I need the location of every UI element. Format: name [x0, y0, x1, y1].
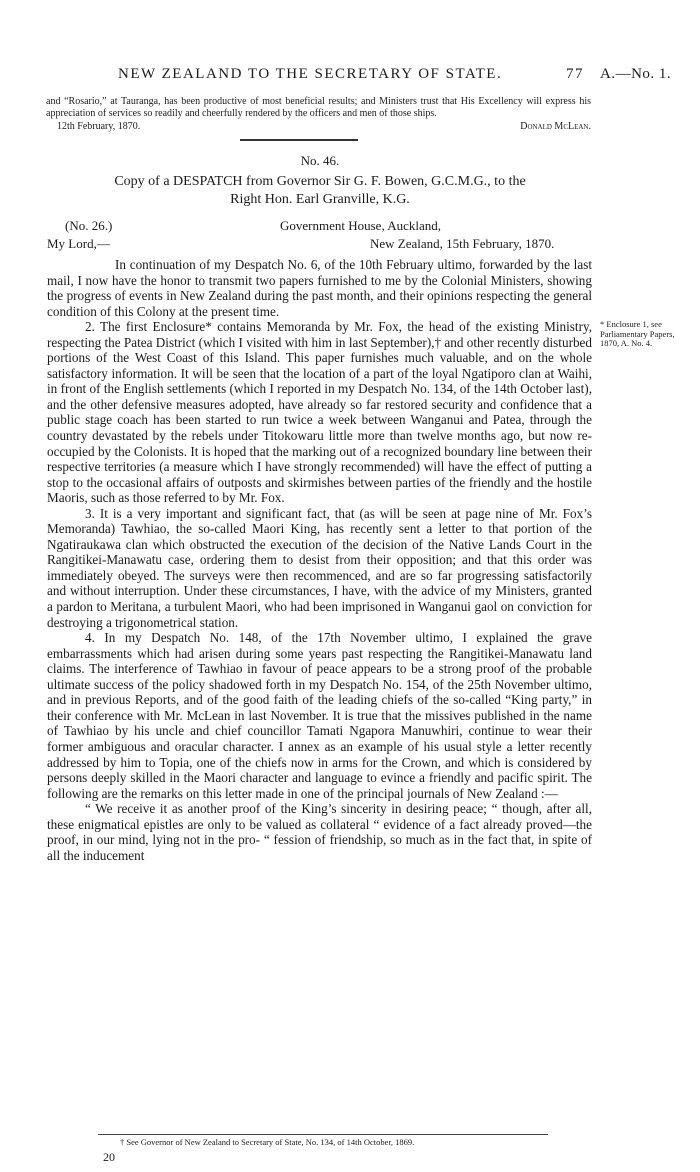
paragraph-4: 4. In my Despatch No. 148, of the 17th November ultimo, I explained the grave embarrassments which had arisen during some years past respecting the Rangitikei-Manawatu land claims. The interference of Tawhiao in favour of peace appears to be a strong proof of the probable ultimate success of the policy shadowed forth in my Despatch No. 154, of the 25th November ultimo, and in previous Reports, and of the good faith of the leading chiefs of the so-called “King party,” in their conference with Mr. McLean in last November. It is true that the missives published in the name of Tawhiao by his uncle and chief councillor Tamati Ngapora Manuwhiri, continue to wear their former ambiguous and oracular character. I annex as an example of his usual style a letter recently addressed by him to Topia, one of the chiefs now in arms for the Crown, and which is considered by persons deeply skilled in the Maori character and language to evince a friendly and pacific spirit. The following are the remarks on this letter made in one of the principal journals of New Zealand :— — [47, 630, 592, 801]
footnote: † See Governor of New Zealand to Secretary of State, No. 134, of 14th October, 1869. — [120, 1137, 415, 1147]
intro-paragraph: and “Rosario,” at Tauranga, has been productive of most beneficial results; and Ministers trust that His Excellency will express his appreciation of services so readily and cheerfully rendered by the officers and men of those ships. — [46, 96, 591, 119]
despatch-number: (No. 26.) — [65, 218, 113, 233]
address-line-2: New Zealand, 15th February, 1870. — [370, 236, 555, 251]
section-divider — [240, 139, 358, 141]
address-line-1: Government House, Auckland, — [280, 218, 442, 233]
paragraph-1: In continuation of my Despatch No. 6, of the 10th February ultimo, forwarded by the last mail, I now have the honor to transmit two papers furnished to me by the Colonial Ministers, showing the progress of events in New Zealand during the past month, and their opinions respecting the general condition of this Colony at the present time. — [47, 257, 592, 319]
despatch-body — [47, 257, 592, 863]
despatch-heading — [45, 173, 595, 209]
paragraph-3: 3. It is a very important and significant fact, that (as will be seen at page nine of Mr. Fox’s Memoranda) Tawhiao, the so-called Maori King, has recently sent a letter to that portion of the Ngatiraukawa clan which obstructed the execution of the decision of the Native Lands Court in the Rangitikei-Manawatu case, ordering them to desist from their opposition; and that this order was immediately obeyed. The surveys were then recommenced, and are so far progressing satisfactorily and without interruption. Under these circumstances, I have, with the advice of my Ministers, granted a pardon to Meritana, a turbulent Maori, who had been imprisoned in Wanganui gaol on conviction for destroying a trigonometrical station. — [47, 505, 592, 630]
footnote-divider — [98, 1134, 548, 1135]
document-reference: A.—No. 1. — [600, 66, 672, 82]
margin-note: * Enclosure 1, see Parliamentary Papers, 1870, A. No. 4. — [600, 319, 675, 348]
heading-line-2: Right Hon. Earl Granville, K.G. — [230, 192, 410, 207]
sheet-number: 20 — [103, 1150, 115, 1164]
quoted-passage: “ We receive it as another proof of the King’s sincerity in desiring peace; “ though, after all, these enigmatical epistles are only to be valued as collateral “ evidence of a fact already proved—the proof, in our mind, lying not in the pro- “ fession of friendship, so much as in the fact that, in spite of all the inducement — [47, 801, 592, 863]
intro-date: 12th February, 1870. — [57, 121, 141, 132]
document-number: No. 46. — [300, 153, 340, 168]
page-number: 77 — [566, 66, 584, 82]
salutation: My Lord,— — [47, 236, 110, 251]
heading-line-1: Copy of a DESPATCH from Governor Sir G. F. Bowen, G.C.M.G., to the — [114, 174, 526, 189]
intro-signature: Donald McLean. — [520, 121, 591, 132]
running-title: NEW ZEALAND TO THE SECRETARY OF STATE. — [118, 66, 503, 82]
page-header — [0, 66, 700, 86]
paragraph-2: 2. The first Enclosure* contains Memoranda by Mr. Fox, the head of the existing Ministry, respecting the Patea District (which I visited with him in last September),† and other recently disturbed portions of the West Coast of this Island. This paper furnishes much valuable, and on the whole satisfactory information. It will be seen that the location of a part of the loyal Ngatiporo clan at Waihi, in front of the English settlements (which I reported in my Despatch No. 134, of the 14th October last), and the other defensive measures adopted, have already so far restored security and confidence that a public stage coach has been started to run twice a week between Wanganui and Patea, through the country devastated by the rebels under Titokowaru little more than twelve months ago, but now re-occupied by the Colonists. It is hoped that the marking out of a recognized boundary line between their respective territories (a measure which I have strongly recommended) will have the effect of putting a stop to the occasional affairs of outposts and skirmishes between parties of the friendly and the hostile Maoris, such as those referred to by Mr. Fox. — [47, 319, 592, 506]
